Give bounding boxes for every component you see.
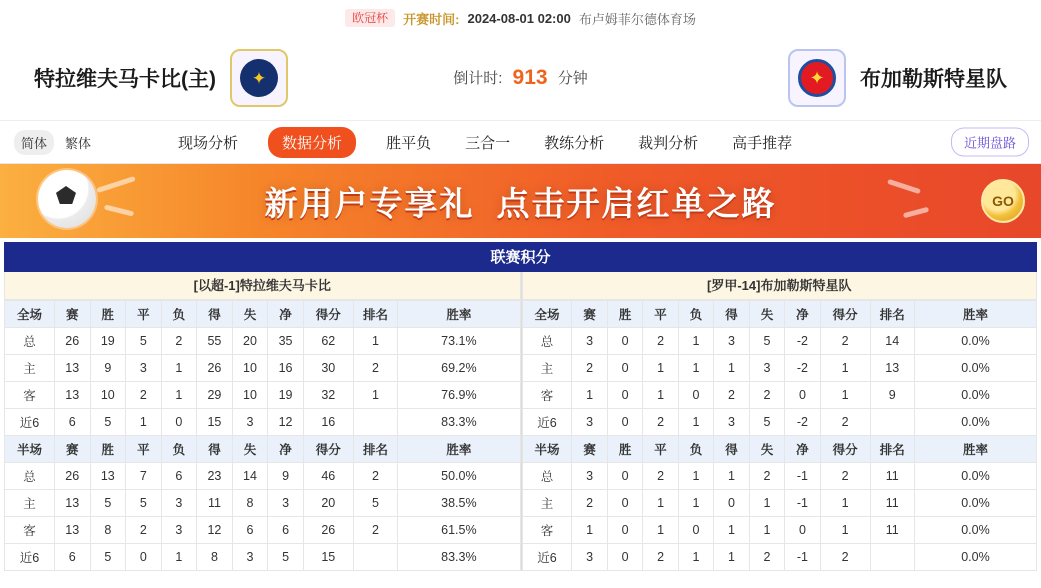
cell: 8: [232, 490, 268, 517]
table-header-row: [522, 436, 1037, 463]
col-draw: 平: [126, 301, 162, 328]
cell: 11: [870, 490, 914, 517]
cell: 1: [749, 517, 784, 544]
cell: 19: [90, 328, 126, 355]
promo-banner[interactable]: [0, 164, 1041, 238]
countdown-value: 913: [512, 66, 548, 89]
cell: 2: [643, 328, 678, 355]
cell: 83.3%: [398, 544, 520, 571]
col-goals-against: 失: [232, 436, 268, 463]
col-scope: 半场: [522, 436, 572, 463]
row-label: 总: [5, 328, 55, 355]
cell: 11: [870, 517, 914, 544]
cell: 2: [643, 409, 678, 436]
countdown-unit: 分钟: [557, 70, 588, 87]
cell: 55: [197, 328, 233, 355]
col-win: 胜: [607, 436, 642, 463]
cell: 50.0%: [398, 463, 520, 490]
cell: 26: [54, 328, 90, 355]
cell: 7: [126, 463, 162, 490]
cell: 9: [870, 382, 914, 409]
cell: 1: [643, 517, 678, 544]
cell: 1: [572, 517, 607, 544]
row-label: 客: [5, 382, 55, 409]
cell: 13: [54, 382, 90, 409]
streak-decoration: [96, 176, 136, 193]
col-lose: 负: [161, 301, 197, 328]
row-label: 总: [522, 328, 572, 355]
cell: 9: [268, 463, 304, 490]
cell: 10: [232, 382, 268, 409]
cell: 1: [714, 355, 749, 382]
row-label: 近6: [5, 544, 55, 571]
cell: 0: [607, 355, 642, 382]
cell: 73.1%: [398, 328, 520, 355]
cell: 0.0%: [914, 328, 1036, 355]
cell: 3: [749, 355, 784, 382]
table-row: [5, 463, 521, 490]
cell: 0: [607, 409, 642, 436]
col-points: 得分: [820, 436, 870, 463]
cell: 14: [232, 463, 268, 490]
cell: 5: [90, 544, 126, 571]
col-goals-against: 失: [749, 436, 784, 463]
cell: 0: [607, 490, 642, 517]
cell: 1: [678, 355, 713, 382]
cell: 5: [126, 490, 162, 517]
cell: -1: [785, 544, 820, 571]
standings-right-table: [522, 300, 1038, 571]
row-label: 客: [5, 517, 55, 544]
cell: 5: [90, 490, 126, 517]
cell: 2: [820, 463, 870, 490]
promo-text-left: 新用户专享礼: [264, 184, 475, 222]
cell: 62: [303, 328, 353, 355]
cell: 2: [749, 463, 784, 490]
countdown-label: 倒计时:: [453, 70, 503, 87]
cell: 1: [678, 409, 713, 436]
table-row: [522, 409, 1037, 436]
star-icon: ✦: [809, 68, 825, 88]
cell: 23: [197, 463, 233, 490]
kickoff-label: 开赛时间:: [403, 11, 460, 27]
cell: 2: [714, 382, 749, 409]
cell: 1: [820, 490, 870, 517]
cell: 30: [303, 355, 353, 382]
tab-data-analysis[interactable]: 数据分析: [268, 127, 356, 158]
cell: 2: [820, 544, 870, 571]
cell: -1: [785, 490, 820, 517]
cell: 0: [785, 517, 820, 544]
cell: 2: [126, 382, 162, 409]
cell: 6: [161, 463, 197, 490]
cell: 26: [54, 463, 90, 490]
cell: [870, 544, 914, 571]
cell: 8: [90, 517, 126, 544]
nav-items: [174, 127, 796, 158]
venue-name: 布卢姆菲尔德体育场: [578, 11, 696, 27]
table-row: [5, 328, 521, 355]
cell: 13: [54, 517, 90, 544]
cell: 69.2%: [398, 355, 520, 382]
col-rank: 排名: [353, 436, 397, 463]
cell: 6: [232, 517, 268, 544]
cell: 1: [678, 328, 713, 355]
cell: 0: [126, 544, 162, 571]
standings-split: [4, 272, 1037, 571]
col-win-rate: 胜率: [914, 301, 1036, 328]
col-scope: 半场: [5, 436, 55, 463]
cell: 3: [161, 517, 197, 544]
streak-decoration: [104, 204, 134, 216]
col-points: 得分: [820, 301, 870, 328]
cell: 1: [678, 544, 713, 571]
cell: 1: [749, 490, 784, 517]
cell: 0: [785, 382, 820, 409]
cell: 5: [353, 490, 397, 517]
cell: 8: [197, 544, 233, 571]
cell: 2: [572, 355, 607, 382]
cell: 6: [268, 517, 304, 544]
col-goals-against: 失: [749, 301, 784, 328]
cell: 3: [232, 409, 268, 436]
promo-banner-text: [265, 178, 777, 225]
col-win: 胜: [90, 301, 126, 328]
col-win-rate: 胜率: [914, 436, 1036, 463]
col-rank: 排名: [870, 301, 914, 328]
cell: 2: [820, 409, 870, 436]
standings-right: [521, 272, 1038, 571]
away-team-logo-icon: [788, 49, 846, 107]
cell: 2: [126, 517, 162, 544]
standings-left-table: [4, 300, 521, 571]
cell: 1: [714, 544, 749, 571]
col-goals-against: 失: [232, 301, 268, 328]
cell: 0: [161, 409, 197, 436]
recent-odds-button[interactable]: 近期盘路: [951, 128, 1029, 157]
cell: -2: [785, 355, 820, 382]
cell: 10: [90, 382, 126, 409]
cell: 0: [678, 517, 713, 544]
col-win-rate: 胜率: [398, 301, 520, 328]
table-row: [522, 355, 1037, 382]
cell: 3: [572, 544, 607, 571]
cell: 12: [197, 517, 233, 544]
table-row: [5, 355, 521, 382]
cell: 2: [643, 463, 678, 490]
cell: 1: [161, 382, 197, 409]
table-row: [522, 328, 1037, 355]
table-row: [522, 490, 1037, 517]
star-icon: ✦: [251, 68, 267, 88]
table-header-row: [5, 436, 521, 463]
cell: 1: [572, 382, 607, 409]
col-draw: 平: [643, 301, 678, 328]
col-points: 得分: [303, 436, 353, 463]
col-played: 赛: [572, 301, 607, 328]
row-label: 近6: [522, 409, 572, 436]
tab-coach-analysis[interactable]: 教练分析: [544, 134, 605, 152]
row-label: 主: [5, 355, 55, 382]
cell: 26: [197, 355, 233, 382]
tab-referee-analysis[interactable]: 裁判分析: [638, 134, 699, 152]
cell: 0.0%: [914, 517, 1036, 544]
cell: 0.0%: [914, 355, 1036, 382]
cell: 3: [232, 544, 268, 571]
row-label: 近6: [5, 409, 55, 436]
away-team-name: 布加勒斯特星队: [860, 68, 1007, 91]
cell: [870, 409, 914, 436]
cell: 14: [870, 328, 914, 355]
cell: [353, 544, 397, 571]
cell: 5: [90, 409, 126, 436]
col-goal-diff: 净: [268, 436, 304, 463]
cell: 1: [353, 328, 397, 355]
cell: 3: [714, 328, 749, 355]
cell: 15: [303, 544, 353, 571]
cell: 6: [54, 409, 90, 436]
cell: 3: [126, 355, 162, 382]
row-label: 客: [522, 517, 572, 544]
promo-text-right: 点击开启红单之路: [496, 184, 777, 222]
language-switch[interactable]: [14, 130, 98, 155]
cell: 1: [678, 463, 713, 490]
row-label: 主: [5, 490, 55, 517]
streak-decoration: [903, 207, 929, 219]
cell: 1: [678, 490, 713, 517]
cell: 0.0%: [914, 463, 1036, 490]
cell: 2: [749, 544, 784, 571]
cell: 3: [572, 409, 607, 436]
tab-win-draw-lose[interactable]: 胜平负: [386, 134, 432, 152]
cell: 2: [820, 328, 870, 355]
row-label: 主: [522, 355, 572, 382]
col-lose: 负: [161, 436, 197, 463]
col-scope: 全场: [5, 301, 55, 328]
col-goal-diff: 净: [785, 436, 820, 463]
cell: 13: [54, 355, 90, 382]
col-draw: 平: [643, 436, 678, 463]
col-goal-diff: 净: [268, 301, 304, 328]
col-lose: 负: [678, 301, 713, 328]
cell: -1: [785, 463, 820, 490]
cell: 0: [607, 382, 642, 409]
home-team-name: 特拉维夫马卡比(主): [34, 68, 216, 91]
col-goals-for: 得: [714, 436, 749, 463]
cell: 1: [714, 517, 749, 544]
cell: 3: [714, 409, 749, 436]
cell: 0.0%: [914, 409, 1036, 436]
cell: 10: [232, 355, 268, 382]
cell: 0: [607, 463, 642, 490]
col-draw: 平: [126, 436, 162, 463]
cell: [353, 409, 397, 436]
col-goals-for: 得: [197, 436, 233, 463]
countdown: [0, 66, 1041, 90]
table-row: [5, 409, 521, 436]
table-row: [522, 382, 1037, 409]
cell: 1: [126, 409, 162, 436]
cell: 2: [161, 328, 197, 355]
cell: -2: [785, 328, 820, 355]
col-played: 赛: [54, 301, 90, 328]
standings-title: 联赛积分: [4, 242, 1037, 272]
cell: 13: [870, 355, 914, 382]
cell: 11: [197, 490, 233, 517]
table-row: [5, 544, 521, 571]
cell: 2: [643, 544, 678, 571]
col-win-rate: 胜率: [398, 436, 520, 463]
col-win: 胜: [90, 436, 126, 463]
cell: 16: [268, 355, 304, 382]
cell: 2: [353, 517, 397, 544]
main-nav: [0, 120, 1041, 164]
col-win: 胜: [607, 301, 642, 328]
cell: 1: [161, 544, 197, 571]
row-label: 主: [522, 490, 572, 517]
cell: 11: [870, 463, 914, 490]
cell: 2: [353, 463, 397, 490]
cell: 5: [749, 328, 784, 355]
soccer-ball-icon: [38, 170, 96, 228]
cell: 32: [303, 382, 353, 409]
cell: 0: [678, 382, 713, 409]
cell: 2: [572, 490, 607, 517]
col-scope: 全场: [522, 301, 572, 328]
cell: 20: [232, 328, 268, 355]
cell: 76.9%: [398, 382, 520, 409]
competition-badge: 欧冠杯: [345, 9, 395, 27]
cell: -2: [785, 409, 820, 436]
row-label: 客: [522, 382, 572, 409]
cell: 13: [90, 463, 126, 490]
table-row: [522, 517, 1037, 544]
cell: 3: [161, 490, 197, 517]
col-goals-for: 得: [197, 301, 233, 328]
table-header-row: [522, 301, 1037, 328]
table-row: [522, 463, 1037, 490]
cell: 0: [607, 328, 642, 355]
cell: 9: [90, 355, 126, 382]
tab-live-analysis[interactable]: 现场分析: [178, 134, 239, 152]
cell: 0: [607, 517, 642, 544]
col-played: 赛: [572, 436, 607, 463]
table-row: [5, 490, 521, 517]
tab-expert-picks[interactable]: 高手推荐: [732, 134, 793, 152]
cell: 1: [643, 490, 678, 517]
cell: 0.0%: [914, 490, 1036, 517]
cell: 61.5%: [398, 517, 520, 544]
cell: 1: [820, 517, 870, 544]
row-label: 总: [522, 463, 572, 490]
cell: 46: [303, 463, 353, 490]
cell: 3: [268, 490, 304, 517]
cell: 1: [820, 382, 870, 409]
streak-decoration: [887, 179, 921, 194]
col-played: 赛: [54, 436, 90, 463]
cell: 19: [268, 382, 304, 409]
cell: 2: [749, 382, 784, 409]
row-label: 近6: [522, 544, 572, 571]
cell: 2: [353, 355, 397, 382]
standings-right-caption: [罗甲-14]布加勒斯特星队: [522, 272, 1038, 300]
cell: 0.0%: [914, 544, 1036, 571]
col-goal-diff: 净: [785, 301, 820, 328]
lang-simplified[interactable]: 简体: [14, 130, 54, 155]
promo-go-button[interactable]: GO: [981, 179, 1025, 223]
cell: 0: [714, 490, 749, 517]
teams-row: [0, 36, 1041, 120]
cell: 16: [303, 409, 353, 436]
cell: 3: [572, 463, 607, 490]
cell: 1: [714, 463, 749, 490]
away-crest-icon: [798, 59, 836, 97]
cell: 20: [303, 490, 353, 517]
cell: 1: [643, 355, 678, 382]
cell: 13: [54, 490, 90, 517]
cell: 0.0%: [914, 382, 1036, 409]
cell: 3: [572, 328, 607, 355]
cell: 1: [353, 382, 397, 409]
cell: 0: [607, 544, 642, 571]
kickoff-time: 2024-08-01 02:00: [467, 10, 571, 26]
cell: 6: [54, 544, 90, 571]
cell: 15: [197, 409, 233, 436]
row-label: 总: [5, 463, 55, 490]
col-rank: 排名: [353, 301, 397, 328]
cell: 5: [268, 544, 304, 571]
table-row: [522, 544, 1037, 571]
table-header-row: [5, 301, 521, 328]
match-info-bar: [0, 0, 1041, 36]
col-points: 得分: [303, 301, 353, 328]
cell: 5: [749, 409, 784, 436]
cell: 1: [643, 382, 678, 409]
tab-three-in-one[interactable]: 三合一: [465, 134, 511, 152]
cell: 12: [268, 409, 304, 436]
cell: 29: [197, 382, 233, 409]
standings-left-caption: [以超-1]特拉维夫马卡比: [4, 272, 521, 300]
standings-section: [0, 238, 1041, 571]
cell: 1: [820, 355, 870, 382]
lang-traditional[interactable]: 繁体: [65, 135, 92, 151]
table-row: [5, 517, 521, 544]
cell: 35: [268, 328, 304, 355]
cell: 38.5%: [398, 490, 520, 517]
col-goals-for: 得: [714, 301, 749, 328]
cell: 26: [303, 517, 353, 544]
cell: 1: [161, 355, 197, 382]
cell: 5: [126, 328, 162, 355]
col-lose: 负: [678, 436, 713, 463]
col-rank: 排名: [870, 436, 914, 463]
cell: 83.3%: [398, 409, 520, 436]
standings-left: [4, 272, 521, 571]
table-row: [5, 382, 521, 409]
